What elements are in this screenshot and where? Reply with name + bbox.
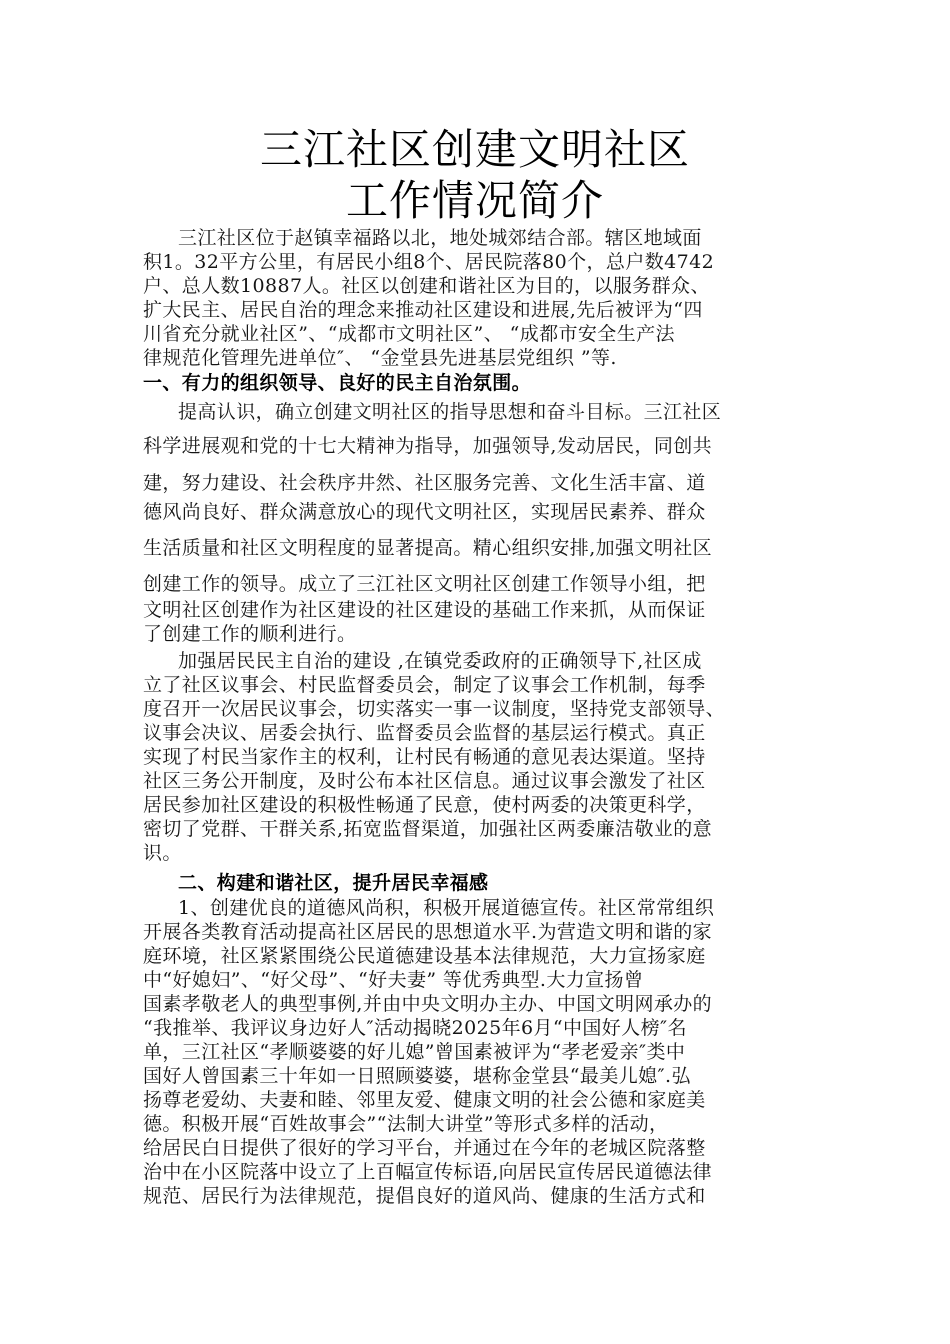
paragraph-line: 提高认识，确立创建文明社区的指导思想和奋斗目标。三江社区 xyxy=(178,401,722,423)
paragraph-line: 庭环境，社区紧紧围绕公民道德建设基本法律规范，大力宣扬家庭 xyxy=(143,945,706,967)
document-title: 三江社区创建文明社区 xyxy=(259,125,690,174)
paragraph-line: 户、总人数10887人。社区以创建和谐社区为目的，以服务群众、 xyxy=(143,275,710,297)
paragraph-line: 治中在小区院落中设立了上百幅宣传标语,向居民宣传居民道德法律 xyxy=(143,1161,713,1183)
paragraph-line: 德风尚良好、群众满意放心的现代文明社区，实现居民素养、群众 xyxy=(143,501,706,523)
paragraph-line: 律规范化管理先进单位″、 “金堂县先进基层党组织 ”等. xyxy=(143,347,617,369)
paragraph-line: 国素孝敬老人的典型事例,并由中央文明办主办、中国文明网承办的 xyxy=(143,993,713,1015)
paragraph-line: 创建工作的领导。成立了三江社区文明社区创建工作领导小组，把 xyxy=(143,573,706,595)
paragraph-line: 扩大民主、居民自治的理念来推动社区建设和进展,先后被评为“四 xyxy=(143,299,703,321)
paragraph-line: 三江社区位于赵镇幸福路以北，地处城郊结合部。辖区地域面 xyxy=(178,227,702,249)
paragraph-line: 扬尊老爱幼、夫妻和睦、邻里友爱、健康文明的社会公德和家庭美 xyxy=(143,1089,706,1111)
paragraph-line: 议事会决议、居委会执行、监督委员会监督的基层运行模式。真正 xyxy=(143,722,706,744)
paragraph-line: 积1。32平方公里，有居民小组8个、居民院落80个，总户数4742 xyxy=(143,251,715,273)
paragraph-line: 加强居民民主自治的建设 ,在镇党委政府的正确领导下,社区成 xyxy=(178,650,702,672)
section-heading: 一、有力的组织领导、良好的民主自治氛围。 xyxy=(143,372,532,394)
paragraph-line: 中“好媳妇”、“好父母”、“好夫妻” 等优秀典型.大力宣扬曾 xyxy=(143,969,644,991)
paragraph-line: 密切了党群、干群关系,拓宽监督渠道，加强社区两委廉洁敬业的意 xyxy=(143,818,713,840)
paragraph-line: 实现了村民当家作主的权利，让村民有畅通的意见表达渠道。坚持 xyxy=(143,746,706,768)
paragraph-line: 科学进展观和党的十七大精神为指导，加强领导,发动居民，同创共 xyxy=(143,435,713,457)
paragraph-line: 生活质量和社区文明程度的显著提高。精心组织安排,加强文明社区 xyxy=(143,537,713,559)
paragraph-line: 社区三务公开制度，及时公布本社区信息。通过议事会激发了社区 xyxy=(143,770,706,792)
paragraph-line: 居民参加社区建设的积极性畅通了民意，使村两委的决策更科学， xyxy=(143,794,706,816)
paragraph-line: 立了社区议事会、村民监督委员会，制定了议事会工作机制，每季 xyxy=(143,674,706,696)
paragraph-line: 川省充分就业社区”、“成都市文明社区”、 “成都市安全生产法 xyxy=(143,323,675,345)
paragraph-line: 文明社区创建作为社区建设的社区建设的基础工作来抓，从而保证 xyxy=(143,599,706,621)
paragraph-line: 1、创建优良的道德风尚积，积极开展道德宣传。社区常常组织 xyxy=(178,897,715,919)
paragraph-line: 了创建工作的顺利进行。 xyxy=(143,623,357,645)
paragraph-line: 建，努力建设、社会秩序井然、社区服务完善、文化生活丰富、道 xyxy=(143,472,706,494)
paragraph-line: 给居民白日提供了很好的学习平台，并通过在今年的老城区院落整 xyxy=(143,1137,706,1159)
section-heading: 二、构建和谐社区，提升居民幸福感 xyxy=(178,872,489,894)
paragraph-line: 开展各类教育活动提高社区居民的思想道水平.为营造文明和谐的家 xyxy=(143,921,713,943)
paragraph-line: 国好人曾国素三十年如一日照顾婆婆，堪称金堂县“最美儿媳″.弘 xyxy=(143,1065,691,1087)
paragraph-line: “我推举、我评议身边好人″活动揭晓2025年6月“中国好人榜″名 xyxy=(143,1017,687,1039)
paragraph-line: 德。积极开展“百姓故事会”“法制大讲堂”等形式多样的活动， xyxy=(143,1113,669,1135)
document-subtitle: 工作情况简介 xyxy=(345,176,604,225)
paragraph-line: 单，三江社区“孝顺婆婆的好儿媳”曾国素被评为“孝老爱亲″类中 xyxy=(143,1041,686,1063)
paragraph-line: 度召开一次居民议事会，切实落实一事一议制度，坚持党支部领导、 xyxy=(143,698,726,720)
paragraph-line: 规范、居民行为法律规范，提倡良好的道风尚、健康的生活方式和 xyxy=(143,1185,706,1207)
paragraph-line: 识。 xyxy=(143,842,182,864)
